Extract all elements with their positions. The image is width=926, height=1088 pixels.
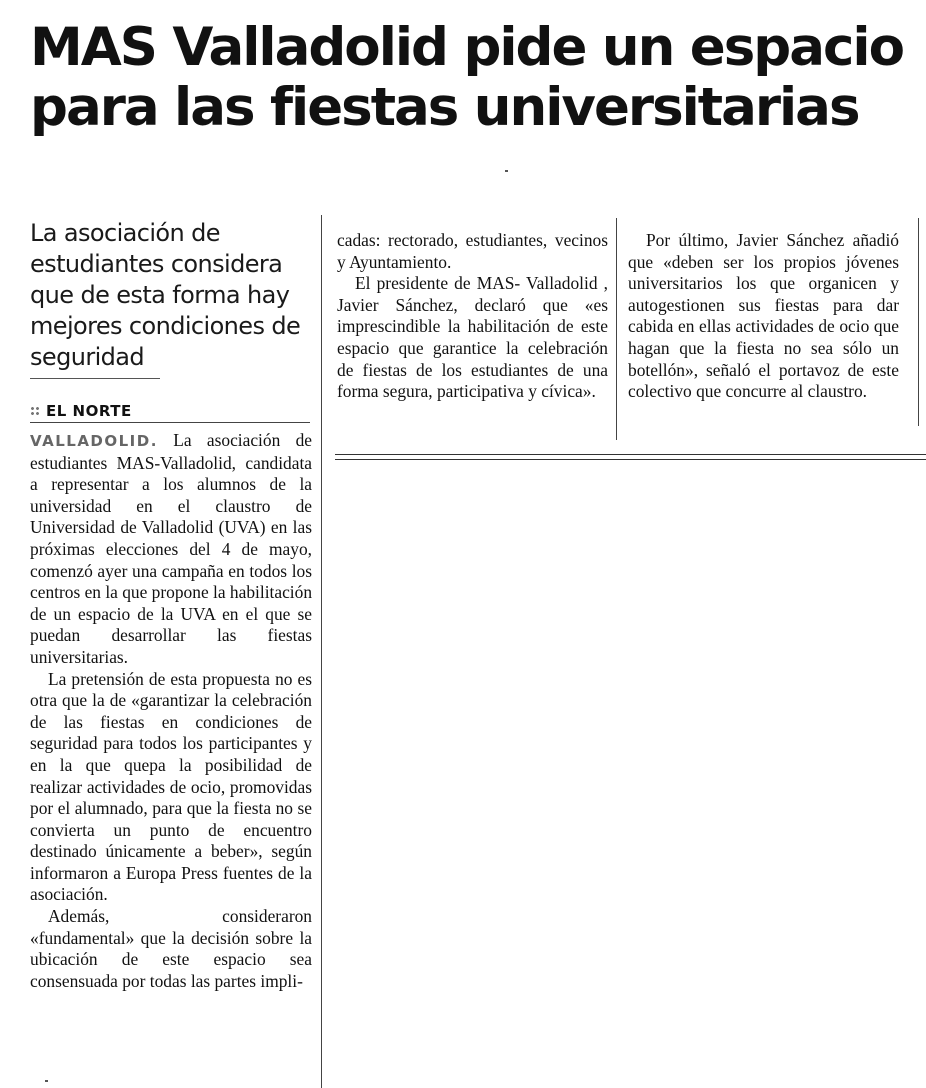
column-divider-3	[918, 218, 919, 426]
subhead-divider	[30, 378, 160, 379]
source-marker-icon	[30, 406, 40, 416]
byline-divider	[30, 422, 310, 423]
scan-speck	[45, 1080, 48, 1082]
paragraph-2: La pretensión de esta propuesta no es otra que la de «garantizar la celebración de las fiestas en condiciones de seguridad para todos los participantes y en la que quepa la posibilidad de realizar actividades de ocio, promovidas por el alumnado, para que la fiesta no se convierta un punto de encuentro destinado únicamente a beber», según informaron a Europa Press fuentes de la asociación.	[30, 668, 312, 905]
column-divider-1	[321, 215, 322, 1088]
headline-line-2: para las fiestas universitarias	[30, 77, 859, 138]
column-divider-2	[616, 218, 617, 440]
article-column-3	[628, 230, 899, 403]
source-name: EL NORTE	[46, 402, 132, 420]
dateline: VALLADOLID.	[30, 432, 158, 450]
subheadline: La asociación de estudiantes considera que de esta forma hay mejores condiciones de seguridad	[30, 219, 301, 371]
paragraph-1	[30, 430, 312, 669]
article-end-rule-1	[335, 454, 926, 455]
headline-line-1: MAS Valladolid pide un espacio	[30, 17, 903, 78]
scan-speck	[505, 170, 508, 172]
paragraph-4: cadas: rectorado, estudiantes, vecinos y Ayuntamiento.	[337, 230, 608, 272]
paragraph-6: Por último, Javier Sánchez añadió que «deben ser los propios jóvenes universitarios los que organicen y autogestionen sus fiestas para dar cabida en ellas actividades de ocio que hagan que la fiesta no sea sólo un botellón», señaló el portavoz de este colectivo que concurre al claustro.	[628, 230, 899, 402]
article-column-2	[337, 230, 608, 403]
article-column-1	[30, 430, 312, 992]
source-byline	[30, 402, 132, 420]
headline	[30, 18, 910, 138]
paragraph-3: Además, consideraron «fundamental» que la decisión sobre la ubicación de este espacio sea consensuada por todas las partes impli-	[30, 906, 312, 991]
article-end-rule-2	[335, 459, 926, 460]
paragraph-1-text: La asociación de estudiantes MAS-Valladolid, candidata a representar a los alumnos de la universidad en el claustro de Universidad de Valladolid (UVA) en las próximas elecciones del 4 de mayo, comenzó ayer una campaña en todos los centros en la que propone la habilitación de un espacio de la UVA en el que se puedan desarrollar las fiestas universitarias.	[30, 430, 313, 667]
paragraph-5: El presidente de MAS- Valladolid , Javier Sánchez, declaró que «es imprescindible la habilitación de este espacio que garantice la celebración de fiestas de los estudiantes de una forma segura, participativa y cívica».	[337, 273, 608, 402]
